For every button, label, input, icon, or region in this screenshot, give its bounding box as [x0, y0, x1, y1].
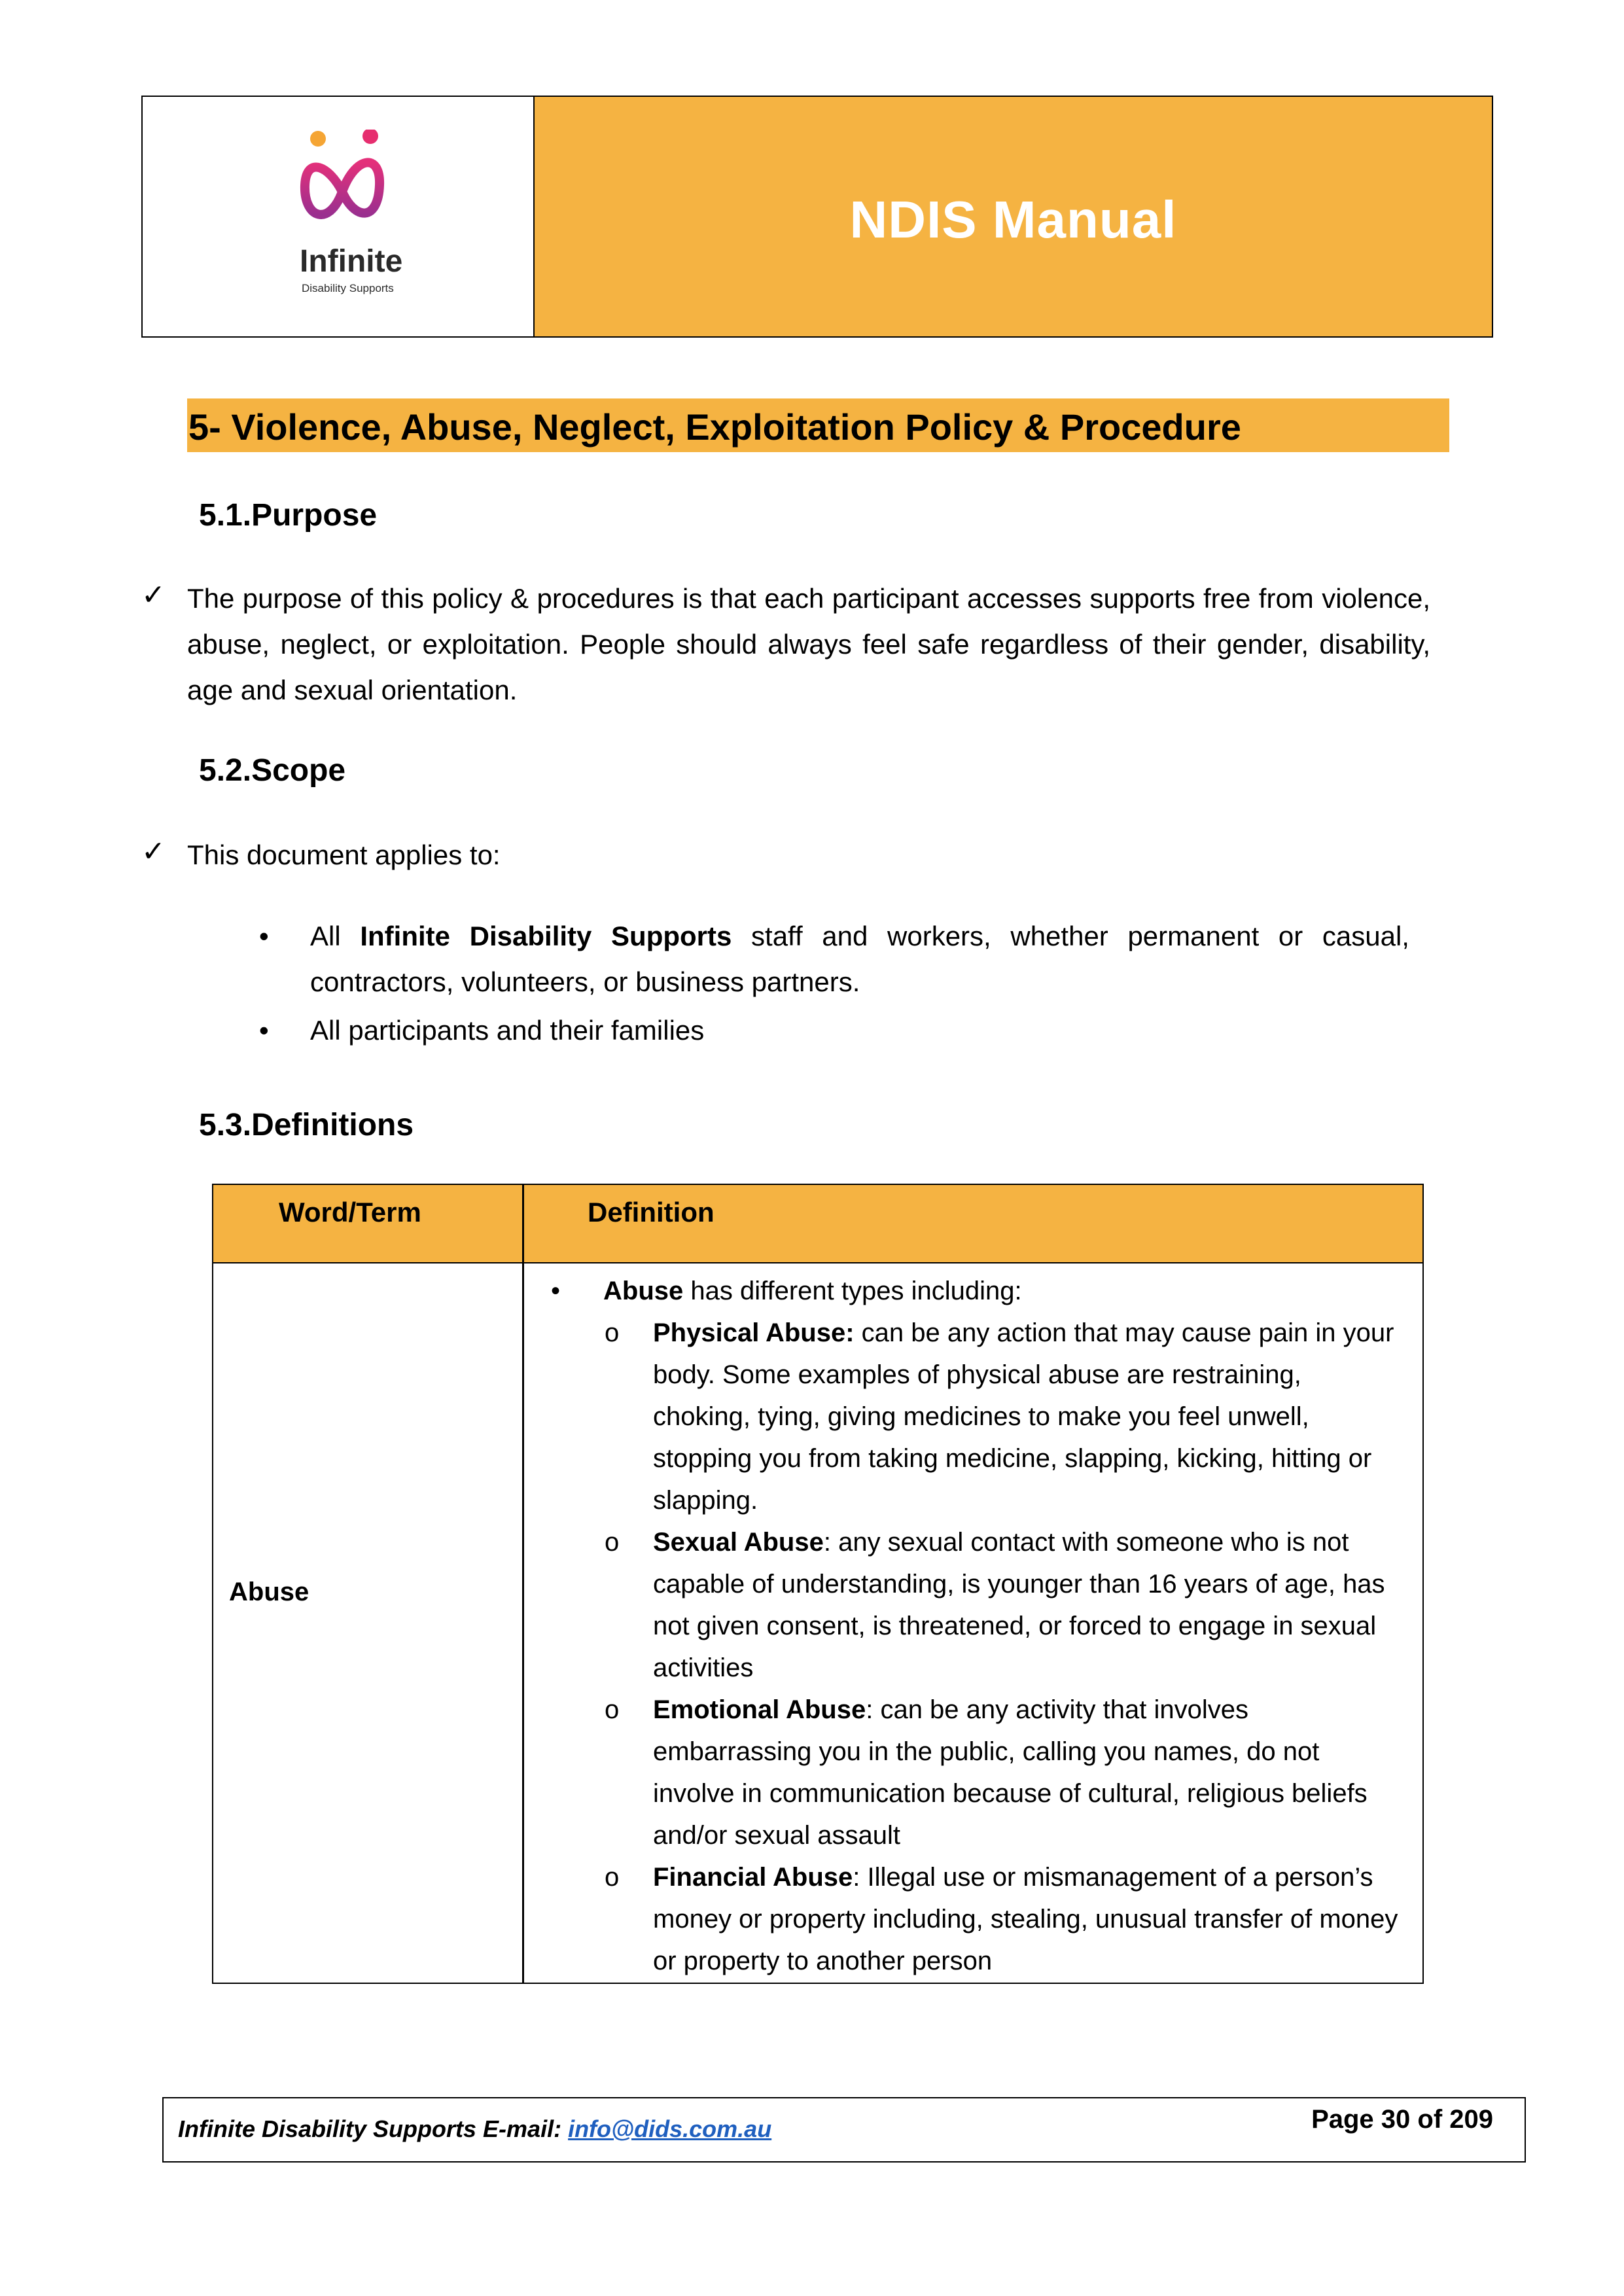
scope-item-participants: All participants and their families [310, 1015, 705, 1046]
definition-sexual-abuse: Sexual Abuse: any sexual contact with someone who is not capable of understanding, is younger than 16 years of age, has not given consent, is threatened, or forced to engage in sexual activities [653, 1528, 1385, 1682]
check-icon: ✓ [141, 579, 166, 611]
definitions-table [212, 1184, 1424, 1984]
logo-cell [143, 97, 535, 336]
circle-bullet-icon: o [605, 1528, 620, 1557]
scope-item-staff: All Infinite Disability Supports staff and workers, whether permanent or casual, contractors, volunteers, or business partners. [310, 921, 1409, 997]
bullet-icon: • [259, 1015, 269, 1046]
logo-subtitle: Disability Supports [302, 282, 394, 294]
bullet-icon: • [259, 921, 269, 951]
table-header-term: Word/Term [279, 1197, 421, 1227]
email-link[interactable]: info@dids.com.au [568, 2115, 772, 2142]
table-column-divider [522, 1185, 524, 1983]
purpose-text: The purpose of this policy & procedures is that each participant accesses supports free from violence, abuse, neglect, or exploitation. People should always feel safe regardless of their gender, disability, age and sexual orientation. [187, 583, 1430, 705]
page-title: NDIS Manual [849, 190, 1177, 249]
circle-bullet-icon: o [605, 1863, 620, 1892]
footer-contact: Infinite Disability Supports E-mail: info@dids.com.au [178, 2115, 772, 2142]
scope-heading: 5.2.Scope [199, 753, 346, 788]
definition-emotional-abuse: Emotional Abuse: can be any activity that involves embarrassing you in the public, calling you names, do not involve in communication because of cultural, religious beliefs and/or sexual assault [653, 1695, 1368, 1850]
page-footer [162, 2097, 1526, 2163]
table-header-definition: Definition [588, 1197, 715, 1227]
section-heading: 5- Violence, Abuse, Neglect, Exploitation Policy & Procedure [188, 406, 1241, 448]
org-name: Infinite Disability Supports [360, 921, 732, 951]
infinite-logo-icon [293, 130, 391, 241]
scope-intro: This document applies to: [187, 839, 501, 870]
definition-financial-abuse: Financial Abuse: Illegal use or mismanagement of a person’s money or property including, stealing, unusual transfer of money or property to another person [653, 1863, 1398, 1975]
bullet-icon: • [551, 1277, 561, 1305]
logo-name: Infinite [300, 244, 403, 279]
purpose-heading: 5.1.Purpose [199, 498, 378, 533]
header-title-cell [535, 97, 1492, 336]
check-icon: ✓ [141, 836, 166, 868]
table-cell-term: Abuse [229, 1578, 309, 1606]
section-heading-bar [187, 398, 1449, 452]
circle-bullet-icon: o [605, 1318, 620, 1347]
definition-physical-abuse: Physical Abuse: can be any action that may cause pain in your body. Some examples of physical abuse are restraining, choking, tying, giving medicines to make you feel unwell, stopping you from taking medicine, slapping, kicking, hitting or slapping. [653, 1318, 1394, 1515]
definitions-heading: 5.3.Definitions [199, 1108, 414, 1142]
definition-lead: Abuse has different types including: [603, 1277, 1022, 1305]
circle-bullet-icon: o [605, 1695, 620, 1724]
page-number: Page 30 of 209 [1311, 2105, 1493, 2134]
page-header [141, 96, 1493, 338]
